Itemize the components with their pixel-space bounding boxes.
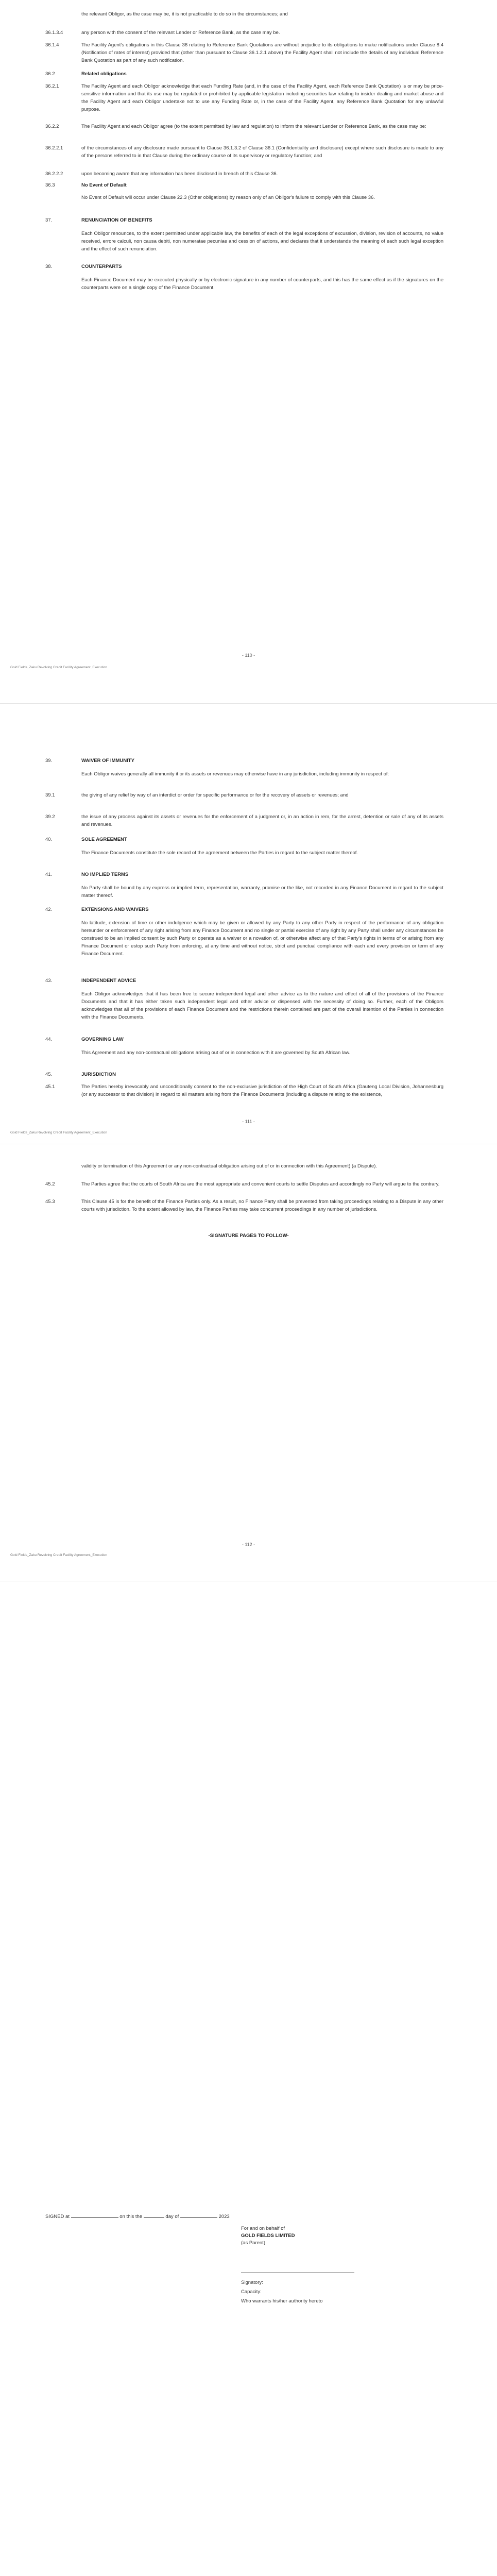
- clause-text: The Parties hereby irrevocably and unconditionally consent to the non-exclusive jurisdiction of the High Court of South Africa (Gauteng Local Division, Johannesburg (or any successor to that division) in regard to all matters arising from the Finance Documents (including a dispute relating to the existence,: [81, 1084, 443, 1097]
- clause-number: 43.: [45, 978, 53, 984]
- clause-text: Each Obligor waives generally all immunity it or its assets or revenues may otherwise have in any jurisdiction, including immunity in respect of:: [81, 771, 389, 777]
- clause-number: 36.2.2: [45, 124, 59, 129]
- for-and-on-behalf: For and on behalf of: [241, 2226, 285, 2231]
- page-110: [0, 0, 497, 703]
- clause-number: 42.: [45, 907, 53, 912]
- clause-text: any person with the consent of the relevant Lender or Reference Bank, as the case may be.: [81, 30, 280, 36]
- clause-heading: WAIVER OF IMMUNITY: [81, 758, 134, 764]
- authority-statement: Who warrants his/her authority hereto: [241, 2298, 323, 2304]
- clause-text: the giving of any relief by way of an interdict or order for specific performance or for the recovery of assets or revenues; and: [81, 792, 349, 798]
- page-number: - 111 -: [242, 1119, 255, 1124]
- clause-number: 39.2: [45, 814, 55, 820]
- page-footer: Gold Fields_Zaku Revolving Credit Facility Agreement_Execution: [10, 666, 107, 669]
- clause-number: 36.2.2.1: [45, 145, 63, 151]
- clause-heading: EXTENSIONS AND WAIVERS: [81, 907, 149, 912]
- clause-text: Each Finance Document may be executed physically or by electronic signature in any number of counterparts, and this has the same effect as if the signatures on the counterparts were on a single copy of the Finance Document.: [81, 277, 443, 291]
- page-112: [0, 1144, 497, 1582]
- page-footer: Gold Fields_Zaku Revolving Credit Facility Agreement_Execution: [10, 1131, 107, 1134]
- page-113: [0, 1582, 497, 2576]
- clause-number: 38.: [45, 264, 53, 269]
- month-blank: [180, 2212, 217, 2218]
- clause-number: 36.2.1: [45, 83, 59, 89]
- clause-text: Each Obligor acknowledges that it has been free to secure independent legal and other advice as to the nature and effect of all of the provisions of the Finance Documents and that it has either taken such independent legal and other advice or dispensed with the necessity of doing so. Further, each of the Obligors acknowledges that all of the provisions of each Finance Document and the restrictions therein contained are part of the overall intention of the Parties in connection with the Finance Documents.: [81, 991, 443, 1020]
- paragraph-continuation: validity or termination of this Agreement or any non-contractual obligation arising out of or in connection with this Agreement) (a Dispute).: [81, 1163, 377, 1169]
- clause-text: The Facility Agent and each Obligor agree (to the extent permitted by law and regulation) to inform the relevant Lender or Reference Bank, as the case may be:: [81, 124, 426, 129]
- on-this-the-label: on this the: [119, 2214, 143, 2219]
- clause-heading: GOVERNING LAW: [81, 1037, 124, 1042]
- clause-text: The Facility Agent's obligations in this Clause 36 relating to Reference Bank Quotations are without prejudice to its obligations to make notifications under Clause 8.4 (Notification of rates of interest) provided that (other than pursuant to Clause 36.1.2.1 above) the Facility Agent shall not include the details of any individual Reference Bank Quotation as part of any such notification.: [81, 42, 443, 63]
- capacity-label: Capacity:: [241, 2289, 262, 2295]
- clause-text: This Clause 45 is for the benefit of the Finance Parties only. As a result, no Finance Party shall be prevented from taking proceedings relating to a Dispute in any other courts with jurisdiction. To the extent allowed by law, the Finance Parties may take concurrent proceedings in any number of jurisdictions.: [81, 1199, 443, 1212]
- clause-number: 36.2: [45, 71, 55, 77]
- year-value: 2023: [218, 2214, 230, 2219]
- clause-number: 39.: [45, 758, 53, 764]
- company-role: (as Parent): [241, 2240, 265, 2246]
- clause-text: No Event of Default will occur under Clause 22.3 (Other obligations) by reason only of an Obligor's failure to comply with this Clause 36.: [81, 195, 375, 200]
- signing-line: [45, 2212, 447, 2221]
- clause-number: 36.2.2.2: [45, 171, 63, 177]
- page-footer: Gold Fields_Zaku Revolving Credit Facility Agreement_Execution: [10, 1553, 107, 1557]
- clause-text: This Agreement and any non-contractual obligations arising out of or in connection with it are governed by South African law.: [81, 1050, 351, 1056]
- signatory-label: Signatory:: [241, 2280, 263, 2285]
- clause-text: No Party shall be bound by any express or implied term, representation, warranty, promise or the like, not recorded in any Finance Document in regard to the subject matter thereof.: [81, 885, 443, 899]
- clause-heading: INDEPENDENT ADVICE: [81, 978, 136, 984]
- signed-at-label: SIGNED at: [45, 2214, 70, 2219]
- clause-number: 44.: [45, 1037, 53, 1042]
- place-blank: [71, 2212, 118, 2218]
- clause-heading: JURISDICTION: [81, 1072, 116, 1077]
- clause-text: Each Obligor renounces, to the extent permitted under applicable law, the benefits of each of the legal exceptions of excussion, division, revision of accounts, no value received, errore calculi, non causa debiti, non numeratae pecuniae and cession of actions, and declares that it understands the meaning of each such legal exception and the effect of such renunciation.: [81, 231, 443, 252]
- clause-number: 36.3: [45, 182, 55, 188]
- clause-heading: COUNTERPARTS: [81, 264, 122, 269]
- page-number: - 110 -: [242, 653, 255, 658]
- day-of-label: day of: [165, 2214, 179, 2219]
- clause-number: 45.3: [45, 1199, 55, 1205]
- clause-heading: No Event of Default: [81, 182, 127, 188]
- clause-number: 39.1: [45, 792, 55, 798]
- clause-number: 36.1.4: [45, 42, 59, 48]
- clause-text: The Finance Documents constitute the sole record of the agreement between the Parties in regard to the subject matter thereof.: [81, 850, 358, 856]
- clause-heading: RENUNCIATION OF BENEFITS: [81, 217, 152, 223]
- clause-heading: NO IMPLIED TERMS: [81, 872, 129, 877]
- clause-text: the issue of any process against its assets or revenues for the enforcement of a judgment or, in an action in rem, for the arrest, detention or sale of any of its assets and revenues.: [81, 814, 443, 827]
- signature-pages-note: -SIGNATURE PAGES TO FOLLOW-: [208, 1233, 289, 1239]
- clause-text: The Facility Agent and each Obligor acknowledge that each Funding Rate (and, in the case of the Facility Agent, each Reference Bank Quotation) is or may be price-sensitive information and that its use may be regulated or prohibited by applicable legislation including securities law relating to insider dealing and market abuse and the Facility Agent and each Obligor undertake not to use any Funding Rate or, in the case of the Facility Agent, any Reference Bank Quotation for any unlawful purpose.: [81, 83, 443, 112]
- clause-number: 45.2: [45, 1181, 55, 1187]
- clause-heading: SOLE AGREEMENT: [81, 837, 127, 842]
- company-name: GOLD FIELDS LIMITED: [241, 2233, 295, 2239]
- clause-number: 37.: [45, 217, 53, 223]
- clause-text: upon becoming aware that any information has been disclosed in breach of this Clause 36.: [81, 171, 278, 177]
- clause-number: 45.1: [45, 1084, 55, 1090]
- clause-text: of the circumstances of any disclosure made pursuant to Clause 36.1.3.2 of Clause 36.1 (Confidentiality and disclosure) except where such disclosure is made to any of the persons referred to in that Clause during the ordinary course of its supervisory or regulatory function; and: [81, 145, 443, 159]
- clause-number: 36.1.3.4: [45, 30, 63, 36]
- day-blank: [144, 2212, 164, 2218]
- clause-number: 41.: [45, 872, 53, 877]
- paragraph-continuation: the relevant Obligor, as the case may be, it is not practicable to do so in the circumstances; and: [81, 11, 288, 17]
- clause-text: No latitude, extension of time or other indulgence which may be given or allowed by any Party to any other Party in respect of the performance of any obligation hereunder or enforcement of any right arising from any Finance Document and no single or partial exercise of any right by any Party shall under any circumstances be construed to be an implied consent by such Party or operate as a waiver or a novation of, or otherwise affect any of that Party's rights in terms of or arising from any Finance Document or estop such Party from enforcing, at any time and without notice, strict and punctual compliance with each and every provision or term of any Finance Document.: [81, 920, 443, 957]
- clause-heading: Related obligations: [81, 71, 127, 77]
- clause-number: 45.: [45, 1072, 53, 1077]
- clause-text: The Parties agree that the courts of South Africa are the most appropriate and convenient courts to settle Disputes and accordingly no Party will argue to the contrary.: [81, 1181, 440, 1187]
- clause-number: 40.: [45, 837, 53, 842]
- page-number: - 112 -: [242, 1542, 255, 1547]
